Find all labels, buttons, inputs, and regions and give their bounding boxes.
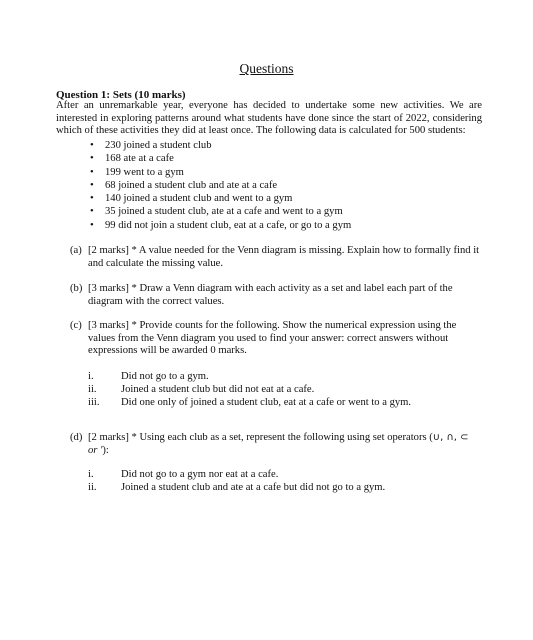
data-bullet-list [88,139,351,232]
bullet-icon: • [90,140,94,151]
part-a [70,245,484,270]
part-c-items [88,371,488,409]
list-item: ii. Joined a student club but did not eat at a cafe. [88,383,315,395]
bullet-icon: • [90,219,94,231]
list-item: • 68 joined a student club and ate at a cafe [90,179,278,191]
part-label: (d) [70,432,83,443]
bullet-icon: • [90,166,94,178]
list-item: iii. Did one only of joined a student club, eat at a cafe or went to a gym. [88,396,412,408]
list-item: • 35 joined a student club, ate at a cafe and went to a gym [90,206,343,218]
list-item: • 140 joined a student club and went to a gym [90,193,293,205]
part-label: (a) [70,245,82,256]
part-d [70,432,484,457]
bullet-icon: • [90,153,94,165]
list-item: i. Did not go to a gym nor eat at a cafe. [88,469,279,480]
list-item: i. Did not go to a gym. [88,371,209,382]
bullet-icon: • [90,179,94,191]
list-item: • 168 ate at a cafe [90,153,174,165]
part-label: (b) [70,283,83,294]
set-operators-tail: or ′ [88,444,103,456]
part-text: [2 marks] * Using each club as a set, represent the following using set operators (∪, ∩, ⊂ or ′): [88,432,469,456]
part-c [70,320,484,358]
part-text: [3 marks] * Draw a Venn diagram with each activity as a set and label each part of the diagram with the correct values. [88,283,453,307]
list-item: • 230 joined a student club [90,140,212,151]
part-text: [2 marks] * A value needed for the Venn diagram is missing. Explain how to formally find it and calculate the missing value. [88,245,480,269]
list-item: ii. Joined a student club and ate at a cafe but did not go to a gym. [88,481,386,493]
part-label: (c) [70,320,82,331]
part-d-items [88,469,488,495]
list-item: • 99 did not join a student club, eat at a cafe, or go to a gym [90,219,352,231]
set-operators: ∪, ∩, ⊂ [432,432,469,443]
question-heading: Question 1: Sets (10 marks) [56,89,186,101]
list-item: • 199 went to a gym [90,166,184,178]
question-intro: After an unremarkable year, everyone has decided to undertake some new activities. We are interested in exploring patterns around what students have done since the start of 2022, considering which of these activities they did at least once. The following data is calculated for 500 students: [56,100,482,137]
page-title: Questions [239,61,294,76]
part-b [70,283,484,308]
bullet-icon: • [90,206,94,218]
part-text: [3 marks] * Provide counts for the following. Show the numerical expression using the values from the Venn diagram you used to find your answer: correct answers without expressions will be awarded 0 marks. [88,320,457,357]
bullet-icon: • [90,193,94,205]
